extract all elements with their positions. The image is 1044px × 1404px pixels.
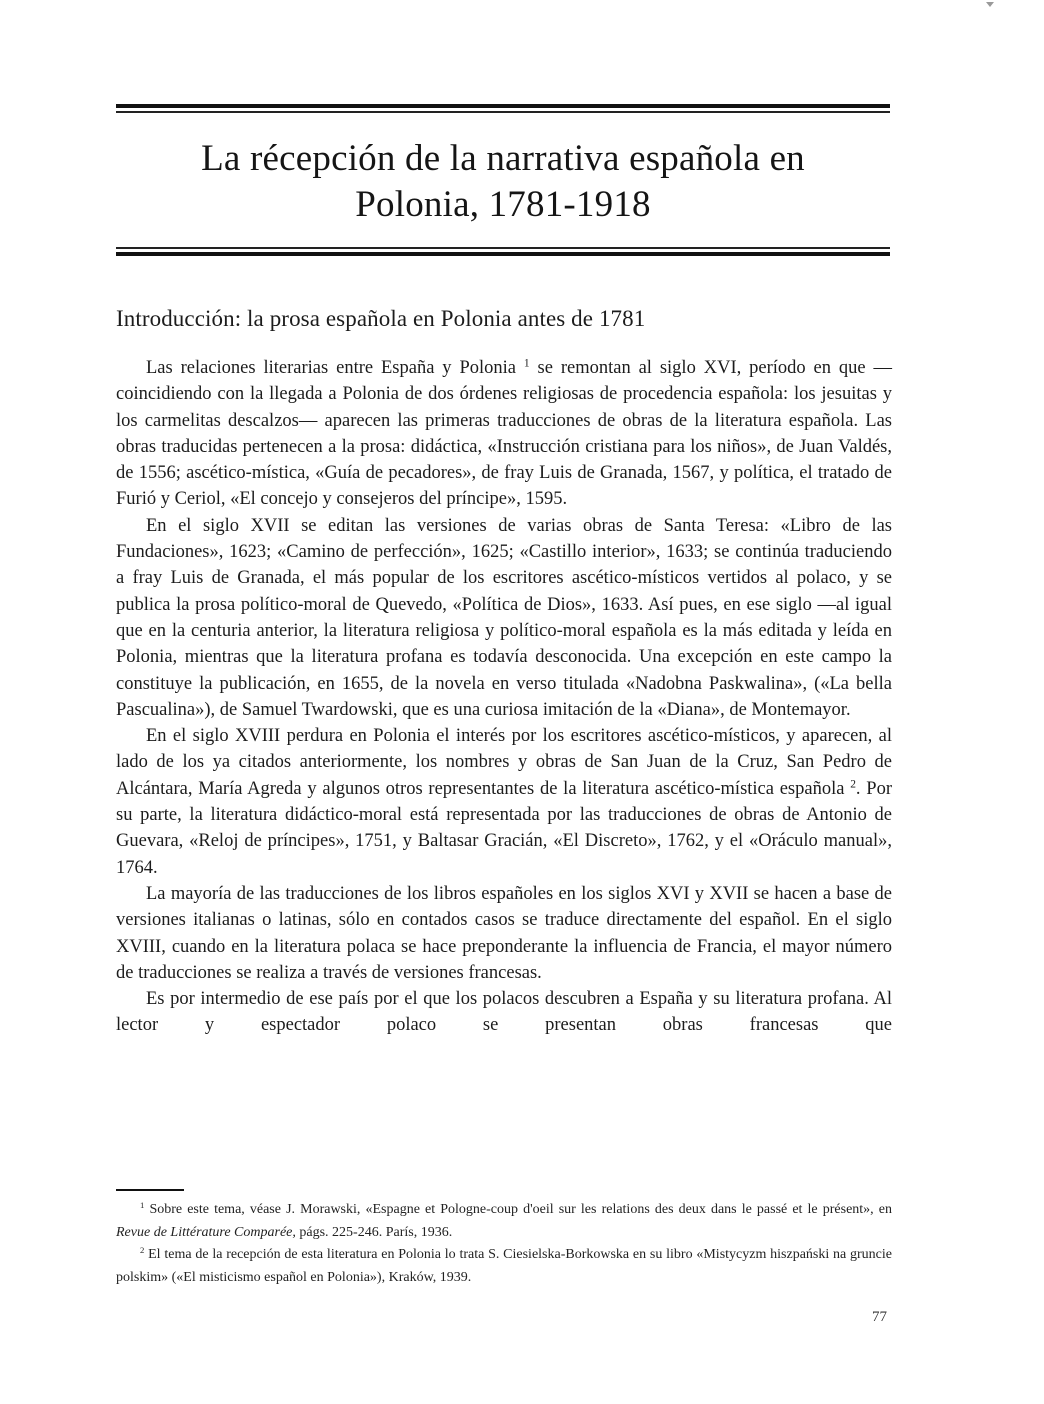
footnote-text: Sobre este tema, véase J. Morawski, «Espagne et Pologne-coup d'oeil sur les relations des deux dans le passé et le présent», en [144, 1202, 892, 1217]
paragraph: La mayoría de las traducciones de los libros españoles en los siglos XVI y XVII se hacen a base de versiones italianas o latinas, sólo en contados casos se traduce directamente del español. En el siglo XVIII, cuando en la literatura polaca se hace preponderante la influencia de Francia, el mayor número de traducciones se realiza a través de versiones francesas. [116, 883, 892, 983]
paragraph-text: se remontan al siglo XVI, período en que —coincidiendo con la llegada a Polonia de dos órdenes religiosas de procedencia española: los jesuitas y los carmelitas descalzos— aparecen las primeras traducciones de obras de la literatura española. Las obras traducidas pertenecen a la prosa: didáctica, «Instrucción cristiana para los niños», de Juan Valdés, de 1556; ascético-mística, «Guía de pecadores», de fray Luis de Granada, 1567, y política, el tratado de Furió y Ceriol, «El concejo y consejeros del príncipe», 1595. [116, 358, 893, 510]
journal-title: Revue de Littérature Comparée, [116, 1224, 296, 1240]
paragraph: En el siglo XVII se editan las versiones de varias obras de Santa Teresa: «Libro de las Fundaciones», 1623; «Camino de perfección», 1625; «Castillo interior», 1633; se continúa traduciendo a fray Luis de Granada, el más popular de los escritores ascético-místicos vertidos al polaco, y se publica la prosa político-moral de Quevedo, «Política de Dios», 1633. Así pues, en ese siglo —al igual que en la centuria anterior, la literatura religiosa y político-moral española es la más editada y leída en Polonia, mientras que la literatura profana es todavía desconocida. Una excepción en este campo la constituye la publicación, en 1655, de la novela en verso titulada «Nadobna Paskwalina», («La bella Pascualina»), de Samuel Twardowski, que es una curiosa imitación de la «Diana», de Montemayor. [116, 515, 892, 720]
footnote-ref-2[interactable]: 2 [850, 778, 856, 791]
footnote-ref-1[interactable]: 1 [523, 357, 530, 370]
title-rule-top [116, 104, 890, 113]
paragraph-text: . Por su parte, la literatura didáctico-moral está representada por las traducciones de obras de Antonio de Guevara, «Reloj de príncipes», 1751, y Baltasar Gracián, «El Discreto», 1762, y el «Oráculo manual», 1764. [116, 778, 892, 878]
page-title [116, 136, 890, 228]
footnote-text: El tema de la recepción de esta literatura en Polonia lo trata S. Ciesielska-Borkowska en su libro «Mistycyzm hiszpański na gruncie polskim» («El misticismo español en Polonia»), Kraków, 1939. [116, 1247, 892, 1285]
paragraph-text: En el siglo XVIII perdura en Polonia el interés por los escritores ascético-místicos, y aparecen, al lado de los ya citados anteriormente, los nombres y obras de San Juan de la Cruz, San Pedro de Alcántara, María Agreda y algunos otros representantes de la literatura ascético-mística española [116, 726, 892, 799]
footnote-separator [116, 1189, 184, 1191]
title-rule-bottom [116, 247, 890, 256]
paragraph: Es por intermedio de ese país por el que los polacos descubren a España y su literatura profana. Al lector y espectador polaco se presentan obras francesas que [116, 989, 892, 1036]
scan-corner-mark [986, 2, 994, 7]
footnote-2 [116, 1244, 892, 1289]
footnote-1 [116, 1199, 892, 1244]
footnote-number: 1 [140, 1200, 145, 1211]
page-number: 77 [872, 1309, 887, 1325]
title-line-2: Polonia, 1781-1918 [355, 184, 651, 225]
body-text [116, 355, 892, 1039]
footnote-text: págs. 225-246. París, 1936. [295, 1224, 453, 1240]
section-heading: Introducción: la prosa española en Polonia antes de 1781 [116, 306, 646, 331]
paragraph-text: Las relaciones literarias entre España y Polonia [146, 358, 516, 378]
title-line-1: La récepción de la narrativa española en [201, 138, 805, 179]
paragraph [116, 723, 892, 881]
paragraph [116, 355, 892, 513]
footnotes [116, 1199, 892, 1289]
footnote-number: 2 [140, 1245, 145, 1256]
